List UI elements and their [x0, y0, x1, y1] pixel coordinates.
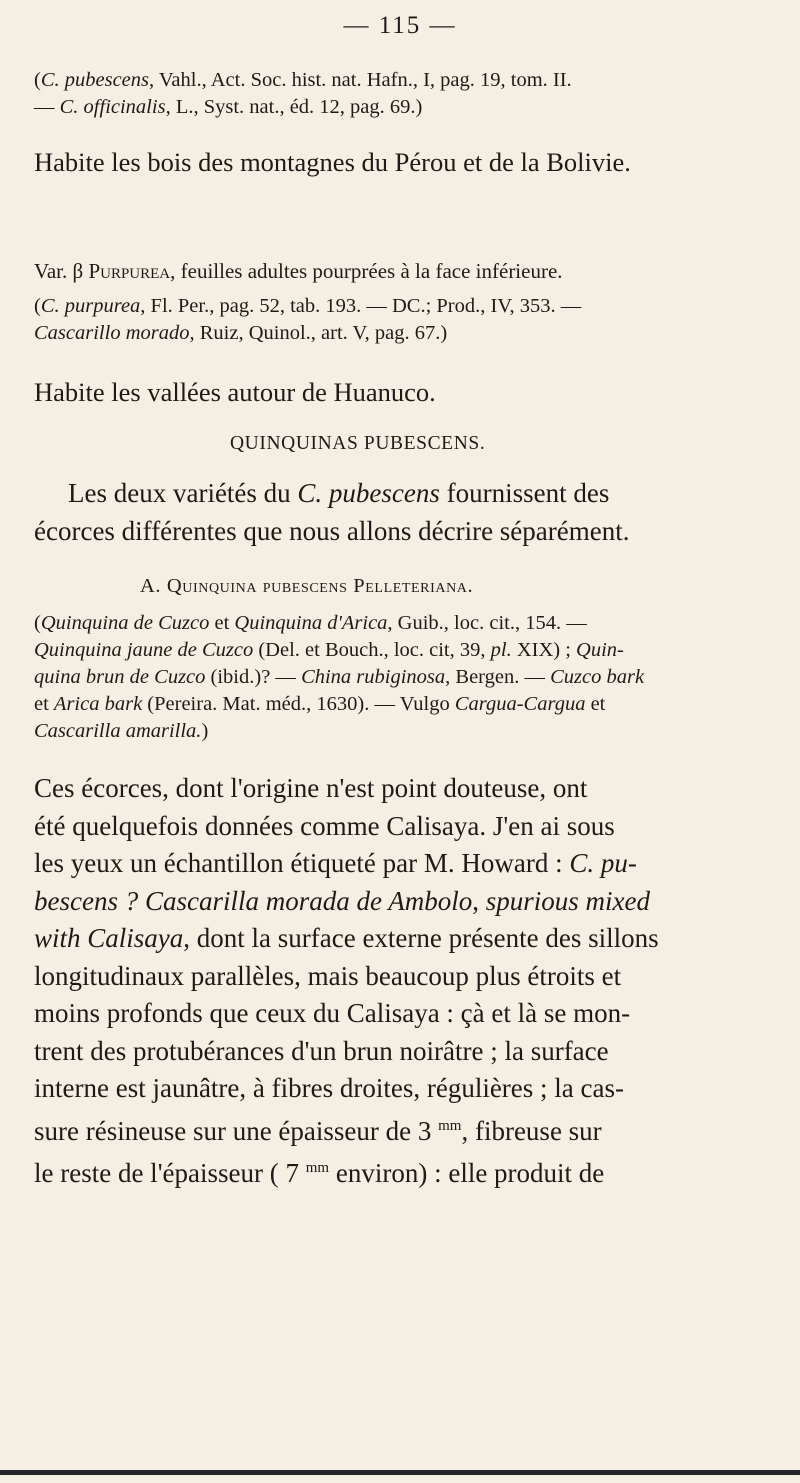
text-span: , Ruiz, Quinol., art. V, pag. 67.) [189, 322, 448, 344]
text-span: Quinquina d'Arica [234, 612, 388, 634]
text-span: bescens ? Cascarilla morada de Ambolo [34, 885, 473, 916]
reference-block-3 [34, 610, 782, 745]
text-span: A. [140, 575, 167, 597]
habitat-paragraph-2 [34, 374, 782, 412]
page-number: — 115 — [343, 12, 457, 39]
habitat-paragraph-1 [34, 144, 776, 182]
text-span: , dont la surface externe présente des sillons [183, 923, 659, 953]
text-span: (Del. et Bouch., loc. cit, 39, [253, 639, 491, 661]
text-span: with Calisaya [34, 923, 184, 953]
text-span: mm [438, 1117, 462, 1134]
text-span: quina brun de Cuzco [34, 666, 206, 688]
text-span: moins profonds que ceux du Calisaya : çà et là se mon- [34, 998, 631, 1028]
text-span: C. pu- [569, 848, 637, 878]
text-span: , feuilles adultes pourprées à la face inférieure. [170, 259, 563, 283]
text-span: China rubiginosa [301, 666, 446, 688]
text-span: (Pereira. Mat. méd., 1630). — Vulgo [142, 693, 455, 715]
text-span: — [34, 96, 60, 118]
taxon-name: C. pubescens [40, 69, 150, 91]
text-span: sure résineuse sur une épaisseur de 3 [34, 1115, 439, 1146]
text-span: fournissent des [439, 478, 610, 508]
body-paragraph [34, 770, 782, 1193]
text-span: , Vahl., Act. Soc. hist. nat. Hafn., I, pag. 19, tom. II. [149, 69, 572, 91]
text-span: Habite les vallées autour de Huanuco. [34, 377, 436, 407]
subsection-title [140, 575, 473, 598]
text-span: Cargua-Cargua [454, 693, 586, 715]
vernacular-name: Cascarillo morado [34, 322, 190, 344]
text-span: les yeux un échantillon étiqueté par M. Howard : [34, 848, 570, 878]
text-span: Arica bark [53, 693, 143, 715]
text-span: Ces écorces, dont l'origine n'est point douteuse, ont [34, 773, 588, 803]
text-span: ) [201, 720, 209, 742]
text-span: (ibid.)? — [205, 666, 302, 688]
text-span: spurious mixed [485, 885, 650, 916]
text-span: , Guib., loc. cit., 154. — [387, 612, 587, 634]
section-title: QUINQUINAS PUBESCENS. [230, 433, 486, 454]
scan-edge-bar [0, 1470, 800, 1475]
text-span: et [585, 693, 606, 715]
text-span: et [209, 612, 235, 634]
intro-paragraph [68, 475, 782, 513]
text-span: été quelquefois données comme Calisaya. J'en ai sous [34, 810, 615, 841]
text-span: le reste de l'épaisseur ( 7 [34, 1158, 306, 1188]
text-span: Quinquina jaune de Cuzco [34, 639, 254, 661]
text-span: interne est jaunâtre, à fibres droites, régulières ; la cas- [34, 1073, 624, 1103]
text-span: Var. β [34, 259, 89, 283]
reference-block-2 [34, 293, 782, 347]
text-span: environ) : elle produit de [329, 1158, 605, 1188]
text-span: Cascarilla amarilla. [34, 720, 202, 742]
text-span: ( [34, 69, 41, 91]
text-span: , L., Syst. nat., éd. 12, pag. 69.) [165, 96, 423, 118]
text-span: , [472, 885, 486, 916]
text-span: Habite les bois des montagnes du Pérou et de la Bolivie. [34, 147, 631, 177]
variety-line [34, 258, 782, 285]
text-span: Quinquina de Cuzco [40, 612, 210, 634]
text-span: longitudinaux parallèles, mais beaucoup plus étroits et [34, 960, 622, 991]
taxon-name: C. purpurea [40, 295, 141, 317]
intro-paragraph-cont [34, 513, 782, 551]
text-span: XIX) ; [511, 639, 577, 661]
text-span: Quinquina pubescens Pelleteriana. [166, 575, 474, 597]
text-span: Purpurea [88, 259, 171, 283]
text-span: , Bergen. — [445, 666, 551, 688]
taxon-name: C. pubescens [297, 478, 440, 508]
text-span: ( [34, 612, 41, 634]
text-span: Les deux variétés du [68, 478, 298, 508]
text-span: trent des protubérances d'un brun noirâtre ; la surface [34, 1035, 609, 1066]
text-span: , fibreuse sur [461, 1115, 602, 1146]
text-span: Quin- [576, 639, 624, 661]
text-span: pl. [490, 639, 512, 661]
text-span: , Fl. Per., pag. 52, tab. 193. — DC.; Prod., IV, 353. — [140, 295, 582, 317]
taxon-name: C. officinalis [59, 96, 166, 118]
text-span: écorces différentes que nous allons décrire séparément. [34, 516, 630, 546]
reference-block-1 [34, 67, 782, 121]
text-span: mm [305, 1160, 330, 1176]
text-span: Cuzco bark [550, 666, 645, 688]
text-span: ( [34, 295, 41, 317]
text-span: et [34, 693, 54, 715]
